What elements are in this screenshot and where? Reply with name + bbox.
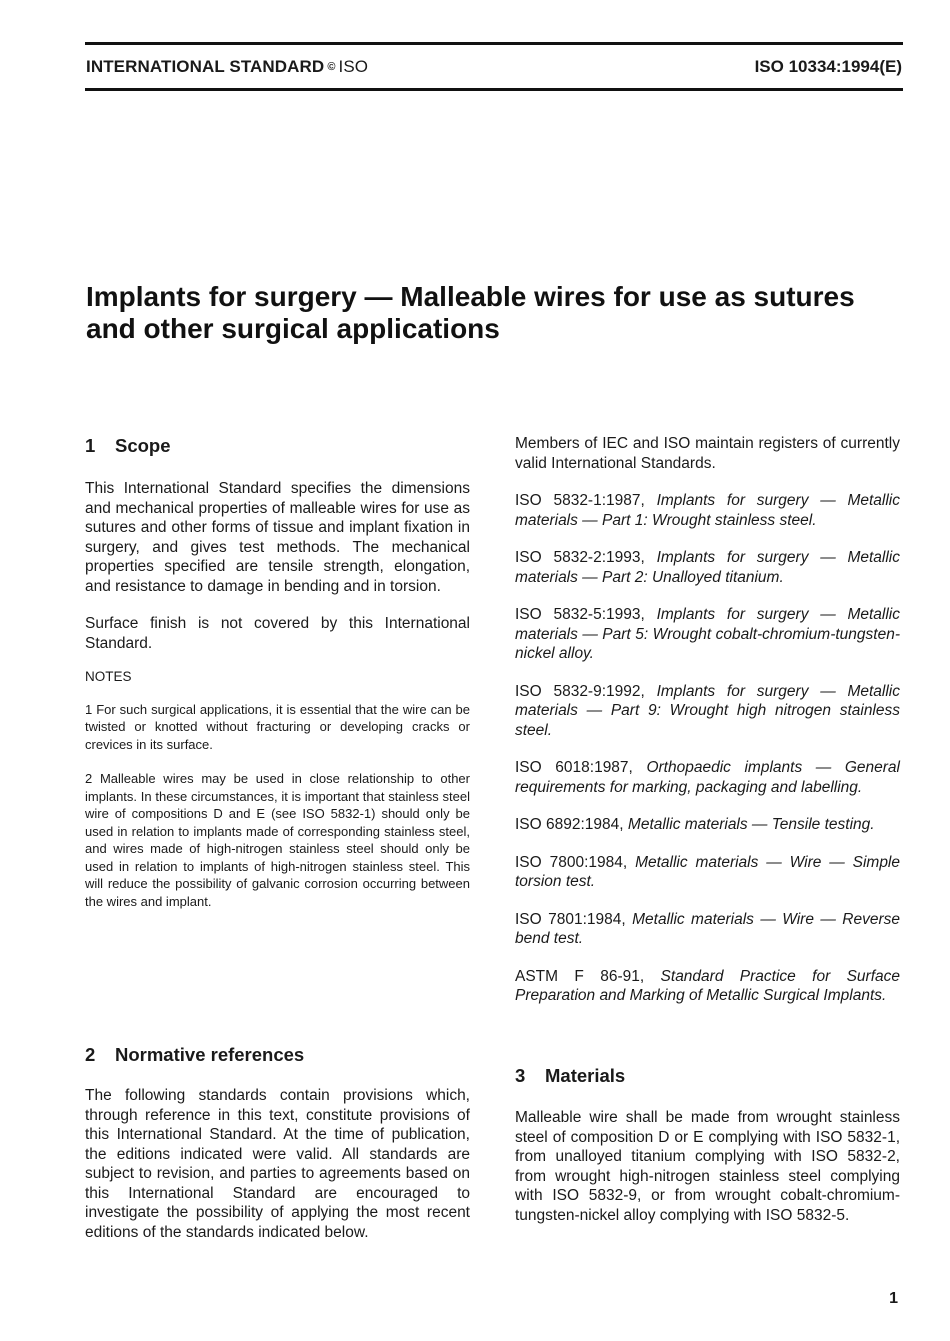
reference-title: Orthopaedic implants — General requirements for marking, packaging and labelling. xyxy=(515,759,900,796)
materials-heading xyxy=(515,1064,900,1088)
reference-code: ISO 7800:1984, xyxy=(515,853,628,871)
scope-heading-text: Scope xyxy=(115,435,171,456)
reference-code: ISO 7801:1984, xyxy=(515,910,626,928)
reference-item xyxy=(515,682,900,741)
reference-code: ISO 5832-1:1987, xyxy=(515,492,645,509)
page-number: 1 xyxy=(889,1290,898,1307)
reference-code: ISO 5832-2:1993, xyxy=(515,549,645,566)
registers-paragraph: Members of IEC and ISO maintain registers of currently valid International Standards. xyxy=(515,435,900,472)
reference-title: Metallic materials — Tensile testing. xyxy=(627,816,875,833)
reference-item xyxy=(515,853,900,892)
header-rule-top xyxy=(85,42,903,45)
scope-paragraph-1: This International Standard specifies the dimensions and mechanical properties of malleable wires for use as sutures and other forms of tissue and implant fixation in surgery, and gives test methods. The mechanical properties specified are tensile strength, elongation, and resistance to damage in bending and in torsion. xyxy=(85,480,470,595)
reference-item xyxy=(515,491,900,530)
header-left xyxy=(86,57,368,77)
header-standard-type: INTERNATIONAL STANDARD xyxy=(86,57,325,76)
reference-code: ISO 5832-9:1992, xyxy=(515,682,645,700)
normative-heading xyxy=(85,1043,470,1067)
scope-paragraph-2: Surface finish is not covered by this International Standard. xyxy=(85,615,470,652)
notes-label: NOTES xyxy=(85,669,132,684)
note-2: 2 Malleable wires may be used in close relationship to other implants. In these circumstances, it is important that stainless steel wire of compositions D and E (see ISO 5832-1) should only be used in relation to implants made of corresponding stainless steel, and wires made of high-nitrogen stainless steel should only be used in relation to implants of high-nitrogen stainless steel. This will reduce the possibility of galvanic corrosion occurring between the wires and implant. xyxy=(85,771,470,909)
materials-paragraph: Malleable wire shall be made from wrought stainless steel of composition D or E complying with ISO 5832-1, from unalloyed titanium complying with ISO 5832-2, from wrought high-nitrogen stainless steel complying with ISO 5832-9, or from wrought cobalt-chromium-tungsten-nickel alloy complying with ISO 5832-5. xyxy=(515,1109,900,1224)
reference-title: Implants for surgery — Metallic materials — Part 5: Wrought cobalt-chromium-tungsten-nickel alloy. xyxy=(515,606,901,662)
reference-title: Standard Practice for Surface Preparation and Marking of Metallic Surgical Implants. xyxy=(515,967,901,1004)
normative-number: 2 xyxy=(85,1044,96,1065)
reference-code: ISO 6892:1984, xyxy=(515,816,624,833)
reference-title: Implants for surgery — Metallic materials — Part 2: Unalloyed titanium. xyxy=(515,549,901,586)
reference-item xyxy=(515,605,900,664)
reference-item xyxy=(515,967,900,1006)
normative-paragraph: The following standards contain provisions which, through reference in this text, constitute provisions of this International Standard. At the time of publication, the editions indicated were valid. All standards are subject to revision, and parties to agreements based on this International Standard are encouraged to investigate the possibility of applying the most recent editions of the standards indicated below. xyxy=(85,1087,470,1241)
reference-code: ASTM F 86-91, xyxy=(515,967,645,985)
reference-item xyxy=(515,815,900,835)
note-1: 1 For such surgical applications, it is essential that the wire can be twisted or knotted without fracturing or developing cracks or crevices in its surface. xyxy=(85,701,470,752)
normative-heading-text: Normative references xyxy=(115,1044,305,1065)
scope-heading xyxy=(85,434,470,458)
materials-number: 3 xyxy=(515,1065,526,1086)
reference-title: Metallic materials — Wire — Reverse bend test. xyxy=(515,910,900,947)
document-title: Implants for surgery — Malleable wires for use as sutures and other surgical applications xyxy=(86,281,855,344)
reference-item xyxy=(515,758,900,797)
materials-heading-text: Materials xyxy=(545,1065,626,1086)
reference-code: ISO 6018:1987, xyxy=(515,759,633,776)
left-column xyxy=(85,434,470,1241)
reference-item xyxy=(515,910,900,949)
reference-title: Implants for surgery — Metallic materials — Part 1: Wrought stainless steel. xyxy=(515,492,901,529)
right-column xyxy=(515,434,901,1224)
scope-number: 1 xyxy=(85,435,96,456)
header-organization: ISO xyxy=(338,57,369,76)
header-rule-bottom xyxy=(85,88,903,91)
reference-item xyxy=(515,548,900,587)
reference-code: ISO 5832-5:1993, xyxy=(515,606,645,623)
copyright-symbol: © xyxy=(327,61,336,73)
reference-title: Implants for surgery — Metallic materials — Part 9: Wrought high nitrogen stainless steel. xyxy=(515,682,901,739)
header-standard-number: ISO 10334:1994(E) xyxy=(754,57,902,76)
reference-title: Metallic materials — Wire — Simple torsion test. xyxy=(515,853,900,890)
